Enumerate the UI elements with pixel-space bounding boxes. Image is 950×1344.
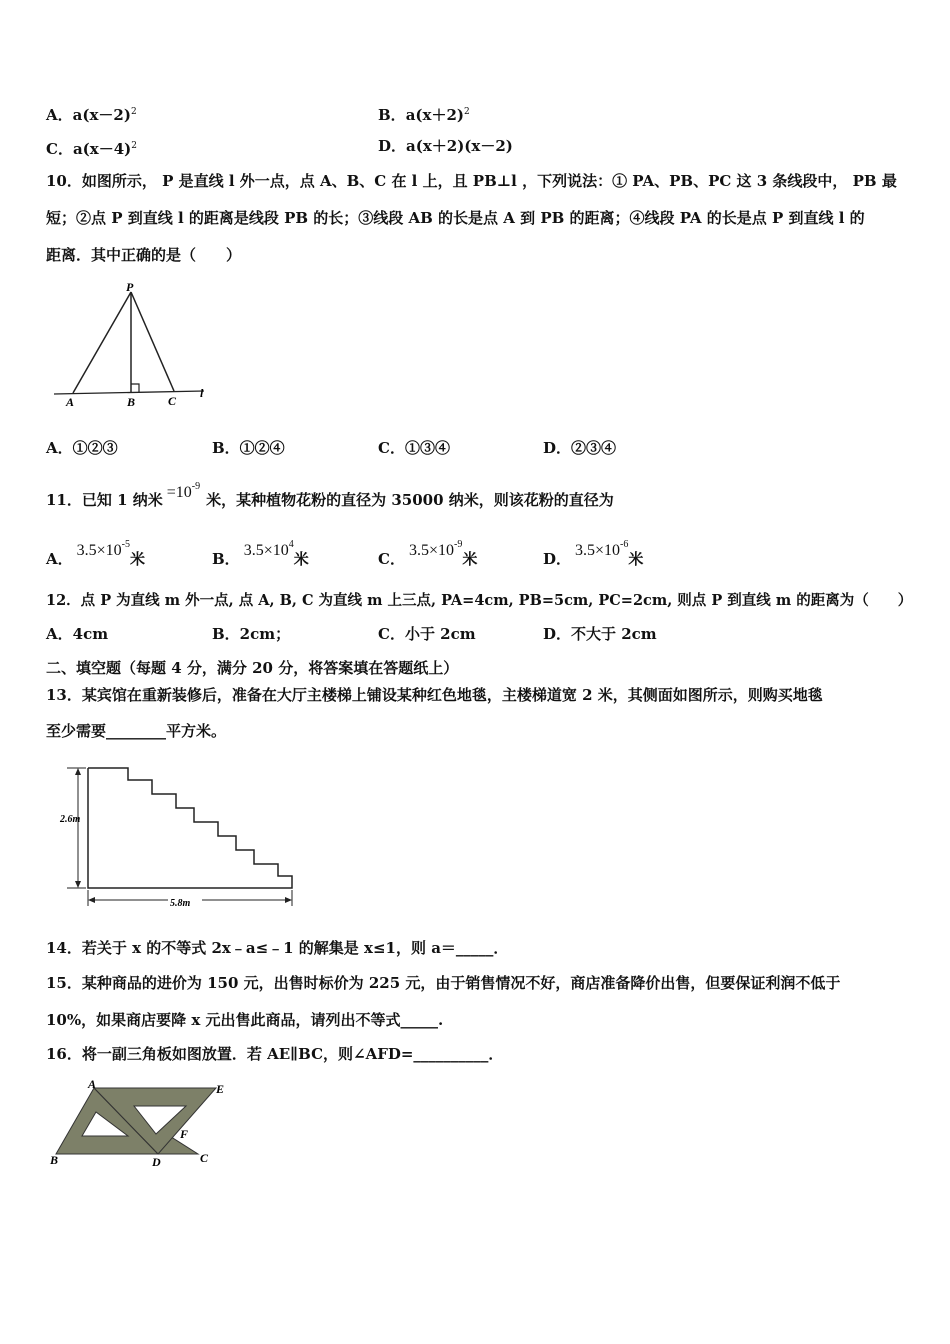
- q12-option-c: C．小于 2cm: [378, 625, 476, 643]
- q16-label-b: B: [50, 1153, 59, 1167]
- q12-text: 12．点 P 为直线 m 外一点, 点 A, B, C 为直线 m 上三点, PA=4cm, PB=5cm, PC=2cm, 则点 P 到直线 m 的距离为（ ）: [46, 592, 913, 609]
- q9-option-b: B．$a(x+2)^2$: [378, 106, 470, 124]
- q13-width-label: 5.8m: [170, 898, 191, 909]
- q16-label-e: E: [216, 1082, 225, 1096]
- q12-option-b: B．2cm；: [212, 625, 291, 643]
- q15-text-line2: 10%，如果商店要降 x 元出售此商品，请列出不等式_____.: [46, 1011, 444, 1029]
- q10-label-b: B: [127, 395, 136, 408]
- q10-label-p: P: [126, 280, 134, 294]
- q13-staircase-figure: [56, 760, 306, 914]
- q10-label-c: C: [168, 394, 177, 408]
- q10-option-a: A．①②③: [46, 439, 118, 457]
- q13-text-line2: 至少需要________平方米。: [46, 722, 227, 740]
- q16-triangle-figure: [46, 1076, 246, 1176]
- q10-figure: [46, 278, 216, 408]
- q13-text-line1: 13．某宾馆在重新装修后，准备在大厅主楼梯上铺设某种红色地毯，主楼梯道宽 2 米，其侧面如图所示，则购买地毯: [46, 686, 823, 704]
- q9-option-a: A．$a(x-2)^2$: [46, 106, 137, 124]
- q12-option-d: D．不大于 2cm: [543, 625, 657, 643]
- q11-option-a: A． $3.5\times 10^{-5}$米: [46, 539, 146, 568]
- q12-option-a: A．4cm: [46, 625, 109, 643]
- q10-option-c: C．①③④: [378, 439, 450, 457]
- q11-text: 11．已知 1 纳米 $=10^{-9}$米，某种植物花粉的直径为 35000 纳米，则该花粉的直径为: [46, 481, 614, 509]
- q9-option-c: C．$a(x-4)^2$: [46, 140, 137, 158]
- q10-option-b: B．①②④: [212, 439, 285, 457]
- q11-option-b: B． $3.5\times 10^4$米: [212, 539, 309, 568]
- q10-text-line1: 10．如图所示， P 是直线 l 外一点，点 A、B、C 在 l 上，且 PB⊥l ，下列说法：① PA、PB、PC 这 3 条线段中， PB 最: [46, 172, 897, 190]
- q16-label-d: D: [152, 1155, 161, 1169]
- q10-label-a: A: [66, 395, 75, 408]
- q14-text: 14．若关于 x 的不等式 2x﹣a≤﹣1 的解集是 x≤1，则 a＝_____．: [46, 939, 509, 957]
- q9-option-d: D．a(x＋2)(x－2): [378, 137, 513, 155]
- q11-option-d: D． $3.5\times 10^{-6}$米: [543, 539, 644, 568]
- q16-label-a: A: [88, 1077, 97, 1091]
- q10-option-d: D．②③④: [543, 439, 617, 457]
- q16-text: 16．将一副三角板如图放置．若 AE∥BC，则∠AFD=__________．: [46, 1045, 504, 1063]
- q11-option-c: C． $3.5\times 10^{-9}$米: [378, 539, 478, 568]
- q10-text-line2: 短；②点 P 到直线 l 的距离是线段 PB 的长；③线段 AB 的长是点 A 到 PB 的距离；④线段 PA 的长是点 P 到直线 l 的: [46, 209, 865, 227]
- q13-height-label: 2.6m: [60, 814, 81, 825]
- section-2-heading: 二、填空题（每题 4 分，满分 20 分，将答案填在答题纸上）: [46, 659, 459, 677]
- q16-label-c: C: [200, 1151, 209, 1165]
- q10-label-l: l: [200, 386, 204, 400]
- q16-label-f: F: [180, 1127, 189, 1141]
- q15-text-line1: 15．某种商品的进价为 150 元，出售时标价为 225 元，由于销售情况不好，商店准备降价出售，但要保证利润不低于: [46, 974, 841, 992]
- q10-text-line3: 距离．其中正确的是（ ）: [46, 246, 242, 264]
